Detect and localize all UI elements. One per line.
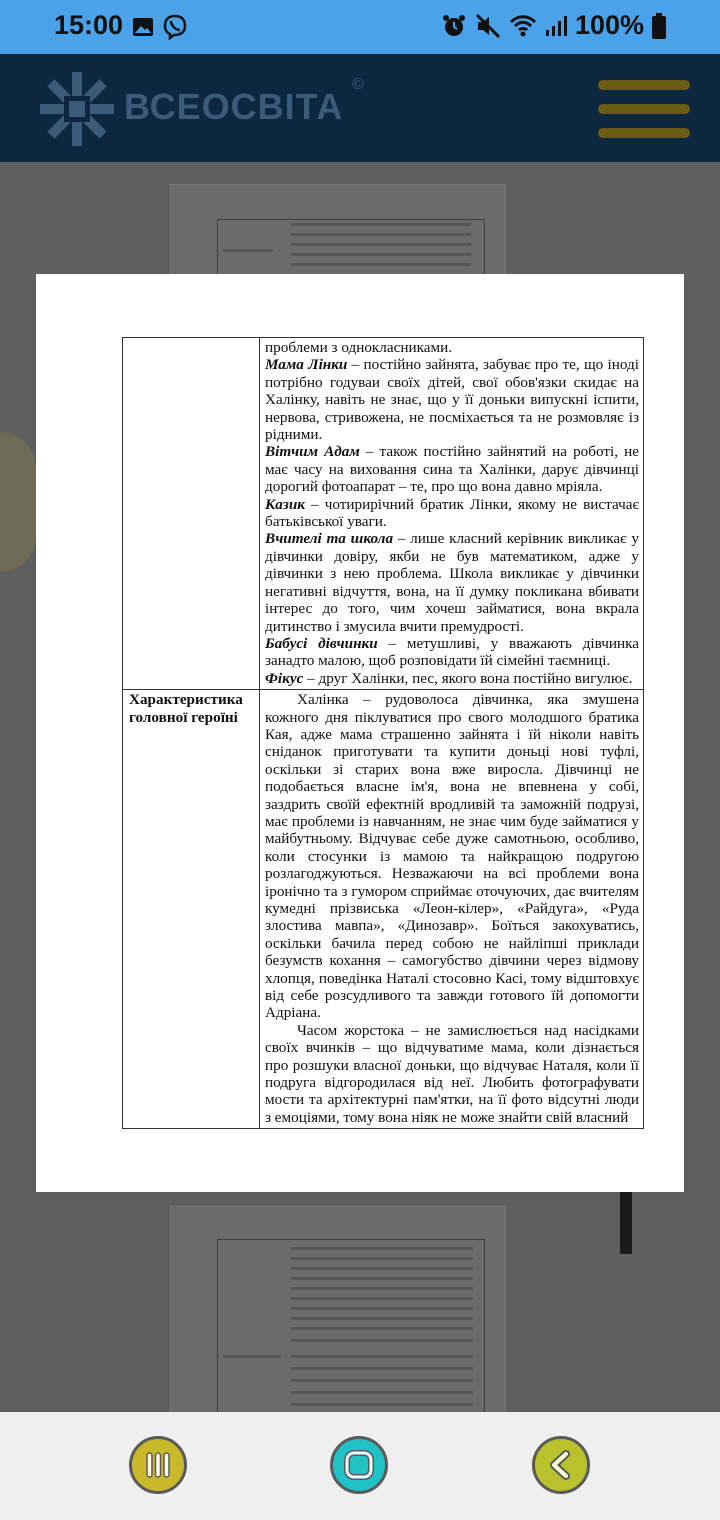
character-name: Бабусі дівчинки [265,634,378,652]
menu-button[interactable] [129,1436,187,1494]
list-item: Бабусі дівчинки – метушливі, у вважають дівчинка занадто малою, щоб розповідати їй сімейні таємниці. [265,634,640,670]
background-page-bottom [170,1206,506,1416]
mute-icon [475,13,501,39]
list-item: проблеми з однокласниками. [265,339,453,356]
list-item: Вітчим Адам – також постійно зайнятий на роботі, не має часу на виховання сина та Халінки, дарує дівчинці дорогий фотоапарат – те, про що вона давно мріяла. [265,443,639,496]
paragraph: Халінка – рудоволоса дівчинка, яка змушена кожного дня піклуватися про свого молодшого братика Кая, адже мама страшенно зайнята і їй ніколи навіть сніданок приготувати та купити доньці нові туфлі, оскільки зі старих вона вже виросла. Дівчинці не подобається власне ім'я, вона не впевнена у собі, заздрить своїй ефектній вродливій та заможній подрузі, має проблеми із навчанням, не знає чим буде займатися у майбутньому. Відчуває себе дуже самотньою, особливо, коли стосунки із мамою та найкращою подругою розлагоджуються. Незважаючи на всі проблеми вона іронічно та з гумором сприймає оточуючих, дає вчителям кумедні прізвиська «Леон-кілер», «Райдуга», «Руда злостива мавпа», «Динозавр». Боїться закохуватись, оскільки бачила перед собою не найліпші приклади безумств кохання – самогубство дівчини через відмову хлопця, поведінка Наталі стосовно Касі, тому відштовхує від себе розсудливого та завжди готового їй допомогти Адріана. [265,691,639,1022]
character-name: Казик [265,495,305,513]
signal-icon [545,14,567,38]
document-table [122,337,644,1129]
back-chevron-icon [544,1448,578,1482]
home-square-icon [342,1448,376,1482]
list-item: Фікус – друг Халінки, пес, якого вона постійно вигулює. [265,669,633,687]
brand-copyright-mark: © [352,76,364,93]
back-button[interactable] [532,1436,590,1494]
battery-percent: 100% [574,10,644,40]
character-name: Фікус [265,669,304,687]
battery-icon [652,13,666,39]
background-divider [620,1182,632,1254]
table-row-content [260,690,644,1129]
bottom-navigation [0,1412,720,1520]
list-item: Казик – чотирирічний братик Лінки, якому не вистачає батьківської уваги. [265,495,639,531]
hamburger-icon [598,80,690,90]
home-button[interactable] [330,1436,388,1494]
brand-name[interactable]: ВСЕОСВІТА [124,86,344,127]
table-row-label: Характеристика головної героїні [123,690,260,1129]
background-decoration [0,432,36,572]
alarm-icon [441,13,467,39]
table-row-content [260,338,644,690]
wifi-icon [509,14,537,38]
list-item: Мама Лінки – постійно зайнята, забуває про те, що іноді потрібно годуваи своїх дітей, свої обов'язки скидає на Халінку, навіть не знає, що у її доньки випускні іспити, нервова, стривожена, не посміхається та не розмовляє із рідними. [265,356,639,444]
vseosvita-logo-icon [34,66,120,152]
menu-bars-icon [141,1448,175,1482]
viber-icon [162,14,188,40]
status-left-icons [132,14,188,40]
status-time: 15:00 [54,10,124,40]
paragraph: Часом жорстока – не замислюється над насідками своїх вчинків – що відчуватиме мама, коли дізнається про розшуки власної доньки, що відчуває Наталя, коли її подруга відгородилася від неї. Любить фотографувати мости та архітектурні пам'ятки, на її фото відсутні люди з емоціями, тому вона ніяк не може знайти свій власний [265,1021,639,1126]
list-item: Вчителі та школа – лише класний керівник викликає у дівчинки довіру, якби не був математиком, адже у дівчинки з нею проблема. Школа викликає у дівчинки негативні відчуття, вона, на її думку покликана вбивати інтерес до того, чим хочеш займатися, вона вкрала дитинство і змусила вчити премудрості. [265,530,639,635]
table-row-label [123,338,260,690]
character-name: Вітчим Адам [265,443,360,461]
table-row [123,690,644,1129]
document-page-viewer[interactable] [36,274,684,1192]
character-name: Вчителі та школа [265,530,394,548]
status-right [441,10,666,41]
status-bar [0,0,720,54]
character-name: Мама Лінки [265,356,348,374]
hamburger-menu-button[interactable] [598,80,690,140]
image-icon [132,17,154,37]
table-row [123,338,644,690]
app-header [0,54,720,162]
